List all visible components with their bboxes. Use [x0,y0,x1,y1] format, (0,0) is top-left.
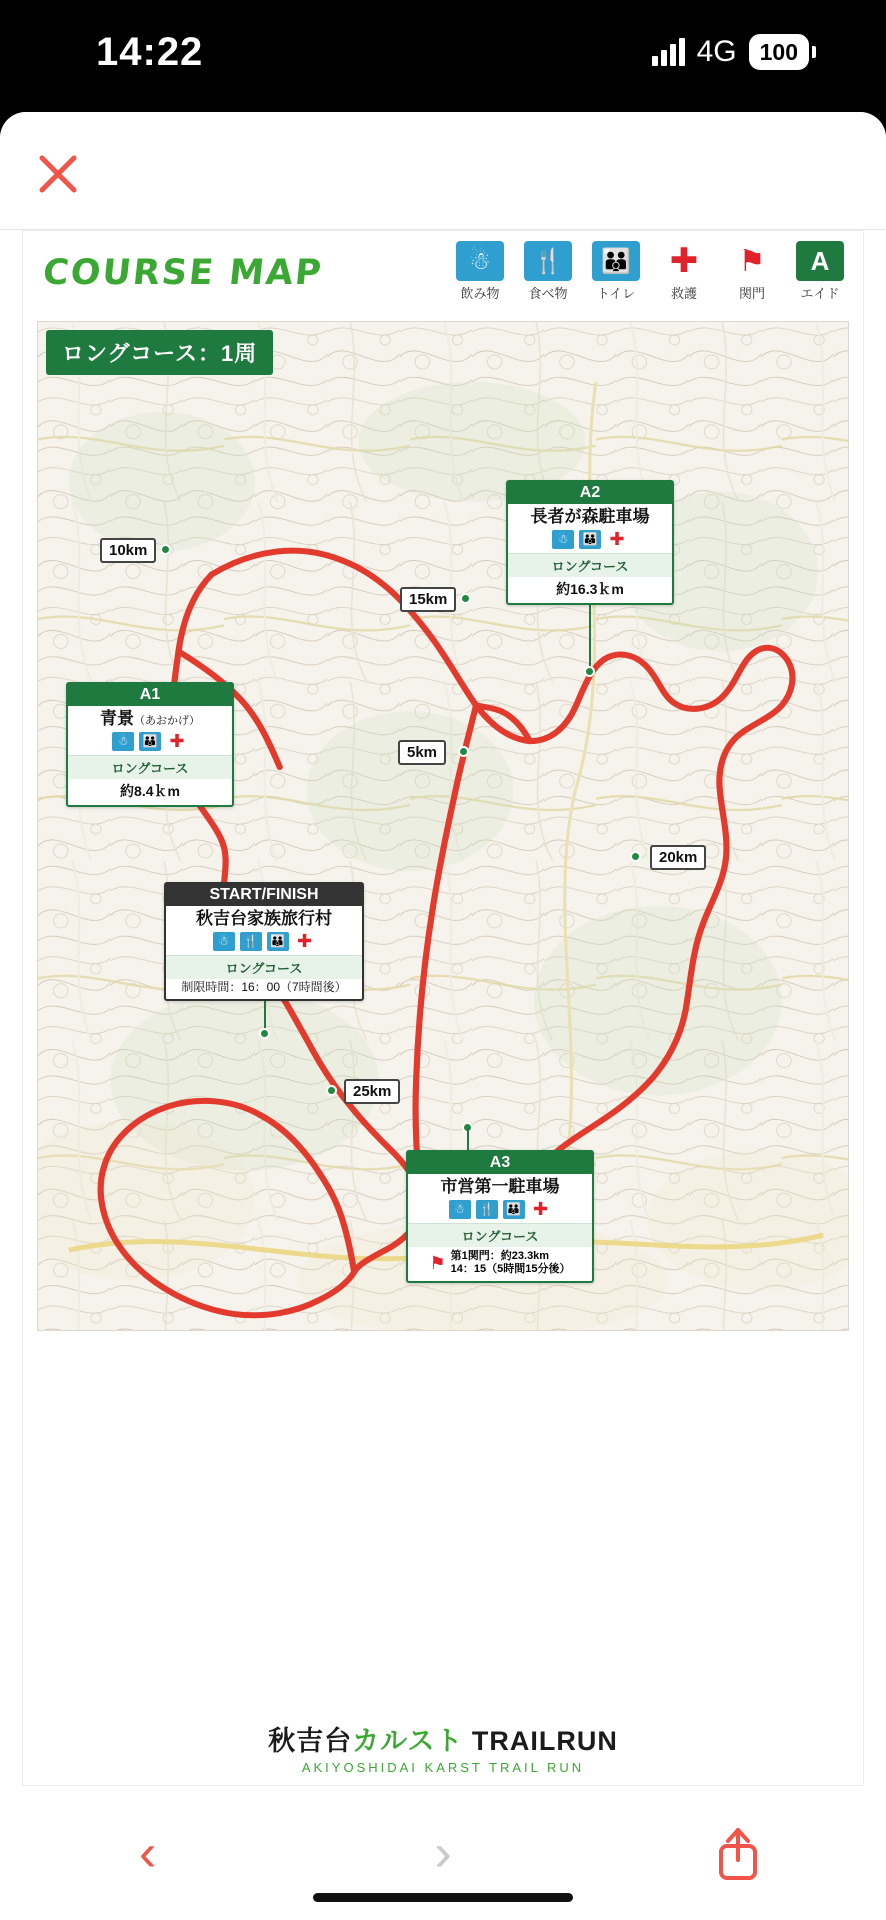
start-finish-dot [259,1028,270,1039]
legend-item-gate [723,241,781,302]
station-card-a1[interactable] [66,682,234,807]
share-button[interactable] [591,1786,886,1920]
restroom-icon: 👪 [267,932,289,951]
letter-a-icon: A [796,241,844,281]
legend [451,241,849,302]
event-title-jp: 秋吉台 [268,1726,353,1756]
poster-footer [23,1719,863,1775]
gate-text [451,1250,571,1278]
fork-knife-icon: 🍴 [240,932,262,951]
first-aid-cross-icon: ✚ [660,241,708,281]
restroom-icon: 👪 [579,530,601,549]
restroom-icon: 👪 [139,732,161,751]
fork-knife-icon: 🍴 [476,1200,498,1219]
station-id: A3 [408,1152,592,1174]
start-finish-name: 秋吉台家族旅行村 [196,909,332,928]
legend-label: 救護 [670,286,697,301]
fork-knife-icon: 🍴 [524,241,572,281]
legend-label: エイド [800,286,840,301]
first-aid-cross-icon: ✚ [530,1200,552,1219]
station-dot-a2 [584,666,595,677]
start-finish-card[interactable] [164,882,364,1001]
station-facility-icons [68,730,232,755]
topographic-map[interactable] [37,321,849,1331]
course-map-poster [22,230,864,1786]
station-gate-info [408,1247,592,1282]
gate-line-1: 第1関門：約23.3km [450,1249,550,1262]
station-name-reading: （あおかげ） [134,715,200,727]
first-aid-cross-icon: ✚ [606,530,628,549]
start-finish-label: START/FINISH [166,884,362,906]
event-title [23,1719,863,1758]
chevron-left-icon: ‹ [139,1824,157,1882]
back-button[interactable] [0,1786,295,1920]
poster-scroll-area[interactable] [0,230,886,1786]
distance-marker-dot [326,1085,337,1096]
distance-marker-dot [160,544,171,555]
first-aid-cross-icon: ✚ [294,932,316,951]
start-finish-facility-icons [166,930,362,955]
sheet-topbar [0,112,886,230]
drink-cup-icon: ☃ [213,932,235,951]
distance-marker-dot [630,851,641,862]
station-facility-icons [508,528,672,553]
station-name: 市営第一駐車場 [440,1177,560,1196]
restroom-icon: 👪 [592,241,640,281]
legend-item-aidstation [791,241,849,302]
station-name [68,706,232,730]
legend-label: トイレ [596,286,636,301]
first-aid-cross-icon: ✚ [166,732,188,751]
connector-line [467,1128,469,1152]
poster-header [23,231,863,321]
legend-item-restroom [587,241,645,302]
legend-label: 飲み物 [460,286,500,301]
event-subtitle: AKIYOSHIDAI KARST TRAIL RUN [301,1760,585,1775]
station-card-a2[interactable] [506,480,674,605]
station-id: A2 [508,482,672,504]
station-name: 長者が森駐車場 [530,507,650,526]
distance-marker-15km: 15km [400,587,456,612]
station-course-label: ロングコース [68,755,232,779]
restroom-icon: 👪 [503,1200,525,1219]
page-title: COURSE MAP [40,253,325,293]
distance-marker-20km: 20km [650,845,706,870]
station-id: A1 [68,684,232,706]
content-sheet [0,112,886,1920]
chevron-right-icon: › [434,1824,452,1882]
event-title-jp2: カルスト [352,1726,464,1756]
network-type-label: 4G [696,35,737,69]
legend-item-aid [655,241,713,302]
flag-icon: ⚑ [728,241,776,281]
station-course-label: ロングコース [508,553,672,577]
battery-icon [749,34,816,70]
distance-marker-dot [460,593,471,604]
station-name-text: 青景 [100,709,134,728]
legend-label: 関門 [738,286,765,301]
flag-icon: ⚑ [429,1253,446,1274]
drink-cup-icon: ☃ [552,530,574,549]
status-indicators [652,34,816,70]
station-distance: 約8.4ｋm [120,782,180,799]
legend-item-food [519,241,577,302]
home-indicator [313,1893,573,1902]
gate-line-2: 14：15（5時間15分後） [450,1263,571,1276]
event-title-en: TRAILRUN [471,1726,618,1756]
close-icon[interactable] [36,152,80,196]
legend-label: 食べ物 [528,286,568,301]
status-bar [0,0,886,112]
status-time: 14:22 [96,30,204,74]
signal-bars-icon [652,38,685,66]
distance-marker-5km: 5km [398,740,446,765]
battery-level-label: 100 [749,34,809,70]
drink-cup-icon: ☃ [112,732,134,751]
start-finish-course-label: ロングコース [166,955,362,979]
station-facility-icons [408,1198,592,1223]
bottom-toolbar [0,1786,886,1920]
drink-cup-icon: ☃ [449,1200,471,1219]
distance-marker-10km: 10km [100,538,156,563]
share-icon [714,1824,762,1882]
start-finish-time-limit: 制限時間：16：00（7時間後） [181,979,347,994]
drink-cup-icon: ☃ [456,241,504,281]
station-distance: 約16.3ｋm [556,580,624,597]
course-badge: ロングコース：1周 [46,330,273,375]
distance-marker-25km: 25km [344,1079,400,1104]
station-card-a3[interactable] [406,1150,594,1283]
legend-item-drink [451,241,509,302]
station-course-label: ロングコース [408,1223,592,1247]
distance-marker-dot [458,746,469,757]
